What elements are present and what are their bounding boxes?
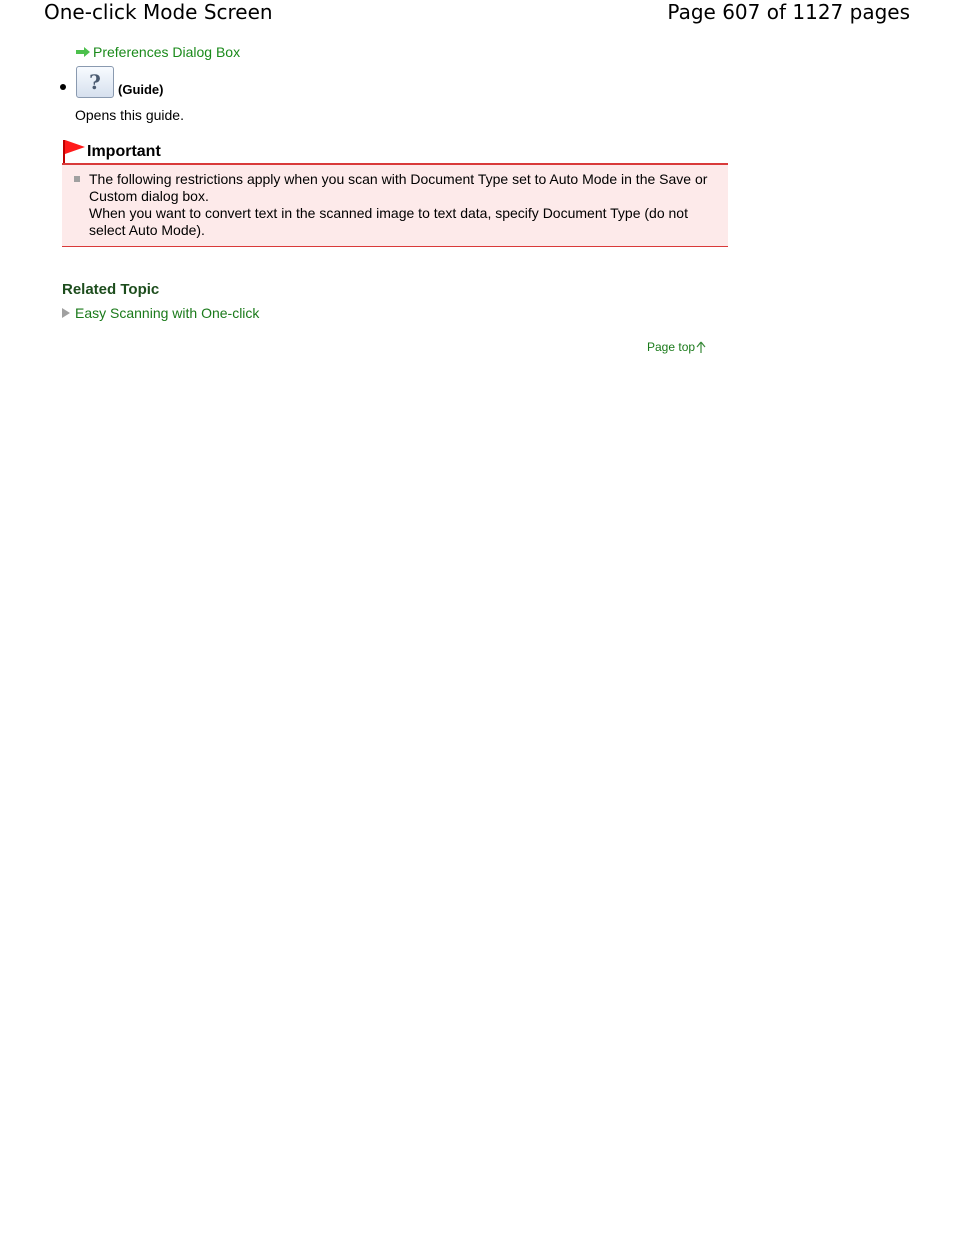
red-flag-icon [62, 139, 86, 163]
up-arrow-icon [696, 341, 706, 353]
related-topic-link[interactable] [62, 305, 259, 321]
guide-description: Opens this guide. [75, 107, 184, 123]
preferences-dialog-link[interactable] [75, 44, 240, 60]
related-link-label: Easy Scanning with One-click [75, 305, 260, 321]
important-note [62, 137, 728, 247]
gray-triangle-icon [62, 308, 70, 318]
question-mark-icon: ? [89, 70, 101, 94]
guide-label: (Guide) [118, 82, 164, 97]
guide-button[interactable] [76, 66, 114, 98]
page-count: Page 607 of 1127 pages [667, 0, 910, 24]
square-bullet-icon [74, 176, 80, 182]
guide-list-item [58, 66, 164, 98]
bullet-icon [60, 84, 66, 90]
important-body [62, 165, 728, 247]
green-right-arrow-icon [75, 46, 91, 58]
important-text-line2: When you want to convert text in the scanned image to text data, specify Document Type (do not select Auto Mode). [89, 205, 688, 238]
important-header [62, 137, 728, 165]
important-title: Important [87, 143, 161, 160]
page-title: One-click Mode Screen [44, 0, 273, 24]
related-topic-heading: Related Topic [62, 281, 160, 298]
page-top-label: Page top [647, 340, 696, 354]
preferences-link-label: Preferences Dialog Box [93, 44, 241, 60]
important-text-line1: The following restrictions apply when you scan with Document Type set to Auto Mode in the Save or Custom dialog box. [89, 171, 708, 204]
page-top-link[interactable] [647, 340, 706, 354]
